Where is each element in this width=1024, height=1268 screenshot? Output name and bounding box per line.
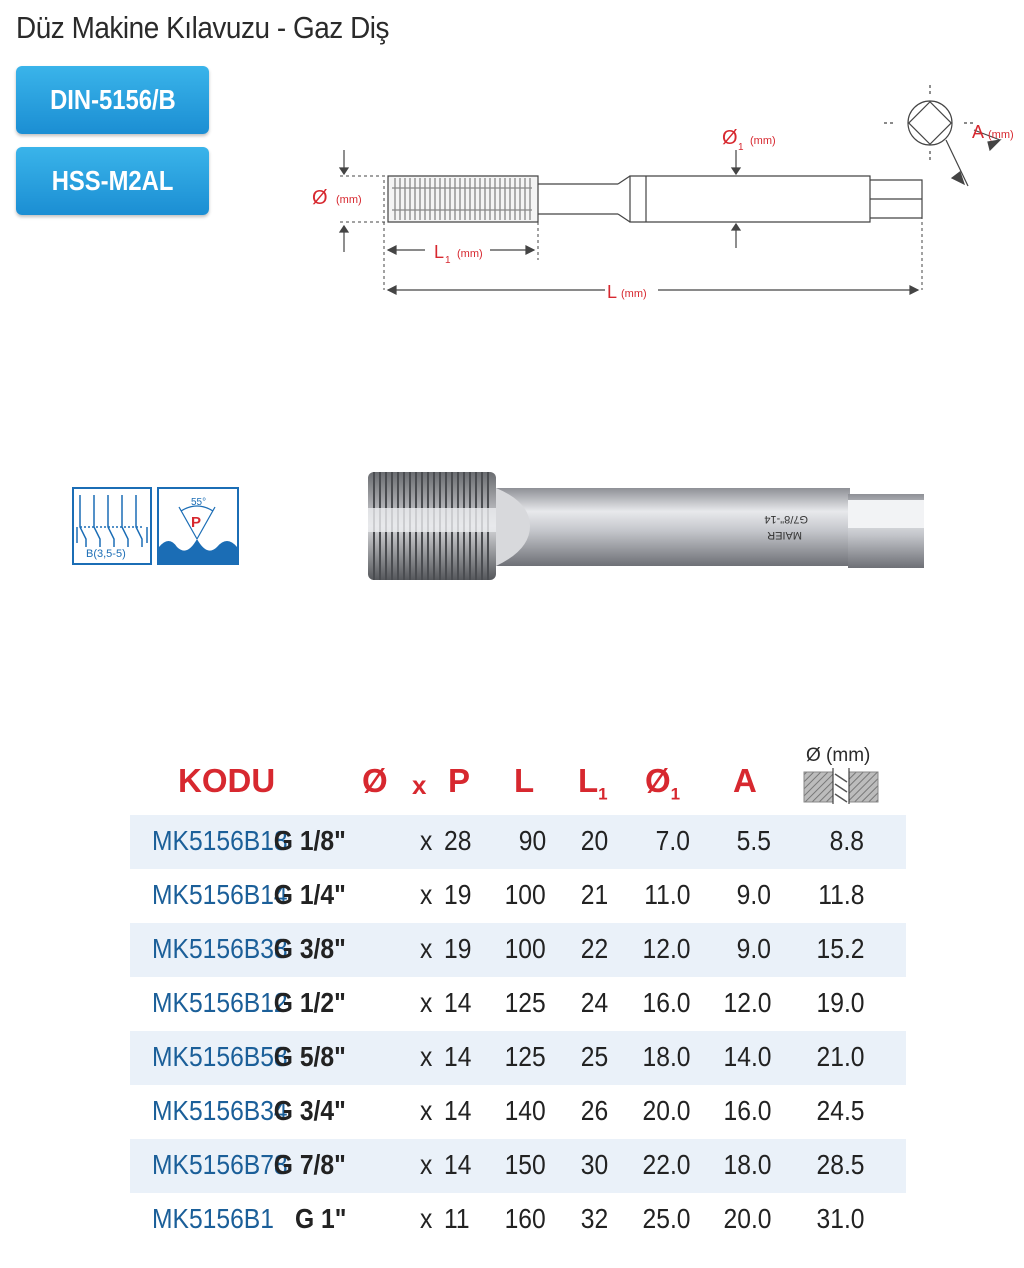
square-size-cell: 20.0 bbox=[723, 1203, 771, 1234]
table-row bbox=[130, 815, 906, 869]
table-row bbox=[130, 869, 906, 923]
header-length: L bbox=[514, 762, 535, 799]
times-sign-cell: x bbox=[420, 933, 433, 964]
header-code: KODU bbox=[178, 762, 276, 799]
times-sign-cell: x bbox=[420, 825, 433, 856]
thread-length-cell: 30 bbox=[580, 1149, 608, 1180]
shank-diameter-cell: 22.0 bbox=[642, 1149, 690, 1180]
table-row bbox=[130, 1193, 906, 1247]
header-square: A bbox=[733, 762, 757, 799]
drill-diameter-cell: 31.0 bbox=[816, 1203, 864, 1234]
thread-pitch-cell: 14 bbox=[444, 987, 472, 1018]
thread-length-cell: 20 bbox=[580, 825, 608, 856]
svg-text:B(3,5-5): B(3,5-5) bbox=[86, 548, 126, 560]
shank-diameter-cell: 7.0 bbox=[655, 825, 690, 856]
thread-pitch-cell: 28 bbox=[444, 825, 472, 856]
total-length-cell: 100 bbox=[504, 933, 546, 964]
svg-text:(mm): (mm) bbox=[988, 129, 1014, 141]
thread-size-cell: G 7/8" bbox=[274, 1149, 346, 1180]
product-code-cell: MK5156B78 bbox=[152, 1149, 288, 1180]
thread-size-cell: G 5/8" bbox=[274, 1041, 346, 1072]
total-length-cell: 100 bbox=[504, 879, 546, 910]
thread-length-cell: 26 bbox=[580, 1095, 608, 1126]
thread-length-cell: 25 bbox=[580, 1041, 608, 1072]
times-sign-cell: x bbox=[420, 1095, 433, 1126]
times-sign-cell: x bbox=[420, 879, 433, 910]
square-size-cell: 18.0 bbox=[723, 1149, 771, 1180]
table-row bbox=[130, 977, 906, 1031]
shank-diameter-cell: 11.0 bbox=[643, 879, 690, 910]
shank-diameter-cell: 25.0 bbox=[642, 1203, 690, 1234]
thread-length-cell: 22 bbox=[580, 933, 608, 964]
times-sign-cell: x bbox=[420, 1203, 433, 1234]
thread-size-cell: G 1/8" bbox=[274, 825, 346, 856]
thread-length-cell: 21 bbox=[580, 879, 608, 910]
svg-text:(mm): (mm) bbox=[621, 288, 647, 300]
square-size-cell: 9.0 bbox=[736, 933, 771, 964]
drill-diameter-cell: 28.5 bbox=[816, 1149, 864, 1180]
total-length-cell: 125 bbox=[504, 987, 546, 1018]
shank-diameter-label: Ø bbox=[722, 127, 738, 149]
thread-angle-icon bbox=[157, 487, 239, 565]
thread-pitch-cell: 19 bbox=[444, 933, 472, 964]
thread-length-cell: 32 bbox=[580, 1203, 608, 1234]
product-code-cell: MK5156B18 bbox=[152, 825, 288, 856]
thread-pitch-cell: 14 bbox=[444, 1041, 472, 1072]
header-thread-length: $L_1$ bbox=[578, 762, 608, 804]
tap-product-photo bbox=[360, 462, 930, 582]
product-code-cell: MK5156B12 bbox=[152, 987, 288, 1018]
photo-brand-marking: MAIER bbox=[767, 529, 802, 541]
thread-pitch-cell: 14 bbox=[444, 1149, 472, 1180]
thread-size-cell: G 1" bbox=[294, 1203, 346, 1234]
square-size-cell: 16.0 bbox=[723, 1095, 771, 1126]
diameter-unit: (mm) bbox=[336, 194, 362, 206]
drill-diameter-cell: 21.0 bbox=[816, 1041, 864, 1072]
square-size-cell: 5.5 bbox=[736, 825, 771, 856]
thread-size-cell: G 1/2" bbox=[274, 987, 346, 1018]
thread-length-cell: 24 bbox=[580, 987, 608, 1018]
header-drill-diameter: Ø (mm) bbox=[806, 745, 871, 766]
product-table bbox=[130, 815, 906, 1247]
length-label: L bbox=[607, 282, 618, 302]
svg-text:P: P bbox=[191, 514, 202, 531]
standard-badge: DIN-5156/B bbox=[16, 66, 209, 134]
total-length-cell: 125 bbox=[504, 1041, 546, 1072]
thread-pitch-cell: 14 bbox=[444, 1095, 472, 1126]
table-row bbox=[130, 1139, 906, 1193]
times-sign-cell: x bbox=[420, 1149, 433, 1180]
total-length-cell: 140 bbox=[504, 1095, 546, 1126]
product-code-cell: MK5156B34 bbox=[152, 1095, 288, 1126]
header-pitch: P bbox=[448, 762, 471, 799]
square-size-cell: 9.0 bbox=[736, 879, 771, 910]
header-x: x bbox=[412, 770, 427, 800]
tap-technical-drawing bbox=[300, 80, 1024, 310]
svg-text:1: 1 bbox=[738, 142, 744, 153]
thread-length-label: L bbox=[434, 242, 445, 262]
shank-diameter-cell: 18.0 bbox=[642, 1041, 690, 1072]
times-sign-cell: x bbox=[420, 987, 433, 1018]
drill-hole-icon bbox=[803, 768, 879, 804]
shank-diameter-cell: 20.0 bbox=[642, 1095, 690, 1126]
drill-diameter-cell: 24.5 bbox=[816, 1095, 864, 1126]
shank-diameter-cell: 12.0 bbox=[642, 933, 690, 964]
svg-text:1: 1 bbox=[445, 255, 451, 266]
total-length-cell: 160 bbox=[504, 1203, 546, 1234]
total-length-cell: 150 bbox=[504, 1149, 546, 1180]
header-shank-diameter: $Ø_1$ bbox=[645, 762, 681, 804]
photo-size-marking: G7/8"-14 bbox=[764, 513, 808, 525]
product-code-cell: MK5156B1 bbox=[152, 1203, 274, 1234]
thread-size-cell: G 3/8" bbox=[274, 933, 346, 964]
drill-diameter-cell: 11.8 bbox=[817, 879, 864, 910]
thread-pitch-cell: 11 bbox=[444, 1203, 470, 1234]
thread-size-cell: G 1/4" bbox=[274, 879, 346, 910]
times-sign-cell: x bbox=[420, 1041, 433, 1072]
total-length-cell: 90 bbox=[518, 825, 546, 856]
square-size-cell: 14.0 bbox=[723, 1041, 771, 1072]
product-code-cell: MK5156B58 bbox=[152, 1041, 288, 1072]
drill-diameter-cell: 15.2 bbox=[816, 933, 864, 964]
drill-diameter-cell: 19.0 bbox=[816, 987, 864, 1018]
drill-diameter-cell: 8.8 bbox=[829, 825, 864, 856]
svg-text:(mm): (mm) bbox=[457, 248, 483, 260]
product-code-cell: MK5156B14 bbox=[152, 879, 288, 910]
diameter-label: Ø bbox=[312, 187, 328, 209]
thread-pitch-cell: 19 bbox=[444, 879, 472, 910]
svg-text:55°: 55° bbox=[191, 497, 207, 508]
chamfer-form-icon bbox=[72, 487, 152, 565]
shank-diameter-cell: 16.0 bbox=[642, 987, 690, 1018]
material-badge: HSS-M2AL bbox=[16, 147, 209, 215]
table-row bbox=[130, 1031, 906, 1085]
header-diameter: Ø bbox=[362, 762, 388, 799]
page-title: Düz Makine Kılavuzu - Gaz Diş bbox=[16, 10, 390, 45]
thread-size-cell: G 3/4" bbox=[274, 1095, 346, 1126]
svg-text:(mm): (mm) bbox=[750, 135, 776, 147]
table-row bbox=[130, 1085, 906, 1139]
square-label: A bbox=[972, 122, 985, 142]
product-code-cell: MK5156B38 bbox=[152, 933, 288, 964]
table-row bbox=[130, 923, 906, 977]
square-size-cell: 12.0 bbox=[723, 987, 771, 1018]
